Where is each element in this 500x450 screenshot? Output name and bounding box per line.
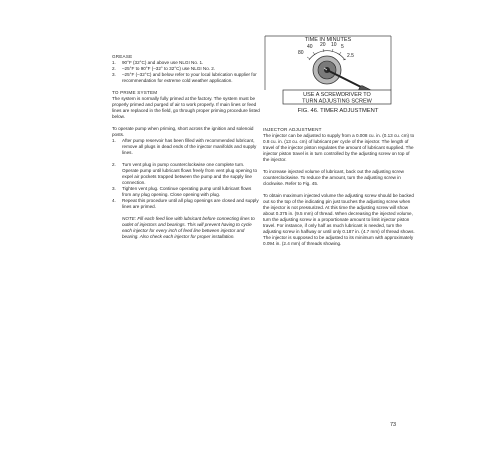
step-text: Tighten vent plug. Continue operating pump until lubricant flows from any plug opening. Close opening with plug. <box>122 186 252 197</box>
injector-paragraph-3: To obtain maximum injected volume the adjusting screw should be backed out so the top of the indicating pin just touches the adjusting screw when the injector is not pressurized. At this time the adjusting screw will show about 0.375 in. (9.5 mm) of thread. When decreasing the injected volume, turn the adjusting screw in a proportionate amount to limit injector piston travel. For instance, if only half as much lubricant is needed, turn the adjusting screw in halfway or until only 0.187 in. (4.7 mm) of thread shows. The injector is supposed to be adjusted to its minimum with approximately 0.094 in. (2.4 mm) of threads showing. <box>263 193 415 246</box>
figure-caption: FIG. 46. TIMER ADJUSTMENT <box>297 108 379 114</box>
dial-label-20: 20 <box>320 42 326 48</box>
callout-line-2: TURN ADJUSTING SCREW <box>302 98 372 105</box>
prime-heading: TO PRIME SYSTEM <box>112 90 158 95</box>
grease-heading: GREASE <box>112 54 133 59</box>
injector-paragraph-1: The injector can be adjusted to supply from a 0.008 cu. in. (0.13 cu. cm) to 0.8 cu. in. (13 cu. cm) of lubricant per cycle of the injector. The length of travel of the injector piston regulates the amount of lubricant supplied. The injector piston travel is in turn controlled by the adjusting screw on top of the injector. <box>263 133 415 162</box>
step-number: 1. <box>112 138 116 143</box>
injector-heading: INJECTOR ADJUSTMENT <box>263 127 322 132</box>
step-number: 4. <box>112 198 116 203</box>
prime-step <box>112 162 260 186</box>
item-text: –25°F (–32°C) and below refer to your local lubrication supplier for recommendation for extreme cold weather application. <box>122 72 257 83</box>
page-number: 73 <box>390 422 397 428</box>
dial-label-80: 80 <box>298 50 304 56</box>
dial-label-5: 5 <box>341 44 344 50</box>
step-text: Repeat this procedure until all plug openings are closed and supply lines are primed. <box>122 198 259 209</box>
prime-intro: To operate pump when priming, short across the ignition and solenoid posts. <box>112 126 254 137</box>
timer-illustration <box>263 32 413 127</box>
dial-title: TIME IN MINUTES <box>304 37 352 43</box>
priming-note: NOTE: Fill each feed line with lubricant before connecting lines to outlet of injectors and bearings. This will prevent having to cycle each injector for every inch of feed line between injector and bearing. Also check each injector for proper installation. <box>122 216 255 239</box>
grease-item <box>112 72 260 84</box>
prime-step <box>112 198 260 210</box>
item-number: 3. <box>112 72 116 77</box>
step-number: 2. <box>112 162 116 167</box>
dial-label-40: 40 <box>307 44 313 50</box>
prime-paragraph: The system is normally fully primed at the factory. The system must be properly primed and purged of air to work properly. If main lines or feed lines are replaced in the field, go through proper priming procedure listed below. <box>112 96 260 119</box>
callout-line-1: USE A SCREWDRIVER TO <box>303 92 371 98</box>
left-column <box>112 54 260 240</box>
item-text: 90°F (32°C) and above use NLGI No. 1. <box>122 60 204 65</box>
step-text: After pump reservoir has been filled with recommended lubricant, remove all plugs in dead ends of the injector manifolds and supply lines. <box>122 138 257 155</box>
timer-adjustment-figure <box>263 32 413 127</box>
item-number: 2. <box>112 66 116 71</box>
step-text: Turn vent plug in pump counterclockwise one complete turn. Operate pump until lubricant flows freely from vent plug opening to expel air pockets trapped between the pump and the supply line connection. <box>122 162 258 185</box>
prime-step <box>112 186 260 198</box>
dial-label-10: 10 <box>331 42 337 48</box>
dial-label-2-5: 2.5 <box>347 53 354 59</box>
prime-step <box>112 138 260 156</box>
item-number: 1. <box>112 60 116 65</box>
injector-paragraph-2: To increase injected volume of lubricant, back out the adjusting screw counterclockwise. To reduce the amount, turn the adjusting screw in clockwise. Refer to Fig. 45. <box>263 169 404 186</box>
item-text: –25°F to 90°F (–32° to 32°C) use NLGI No. 2. <box>122 66 216 71</box>
right-column <box>263 32 415 247</box>
step-number: 3. <box>112 186 116 191</box>
